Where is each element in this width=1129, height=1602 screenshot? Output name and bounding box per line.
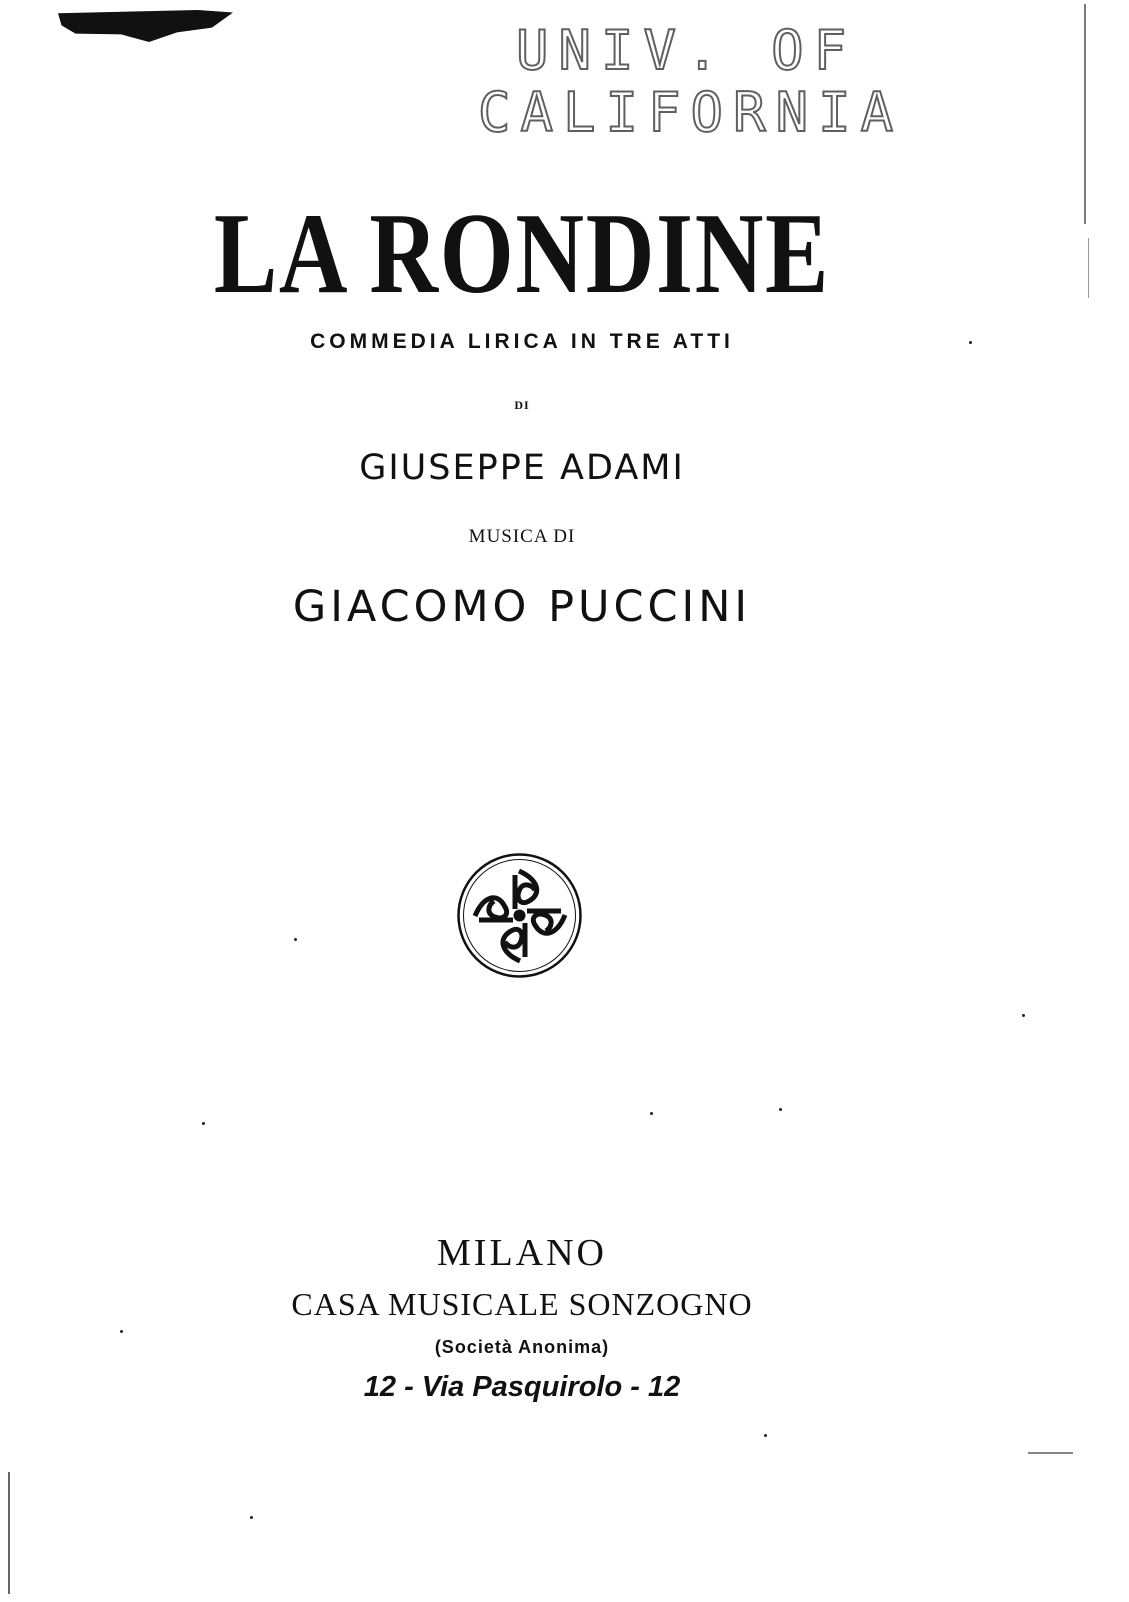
page-speck: [969, 341, 972, 344]
page-speck: [250, 1516, 253, 1519]
composer-name: GIACOMO PUCCINI: [292, 582, 752, 632]
page-speck: [764, 1434, 767, 1437]
page-speck: [294, 938, 297, 941]
page-speck: [1022, 1014, 1025, 1017]
stamp-line-2: CALIFORNIA: [478, 81, 904, 144]
composer-prefix: MUSICA DI: [468, 526, 576, 547]
publisher-monogram-icon: [455, 851, 584, 980]
bottom-right-mark: [1028, 1452, 1073, 1454]
library-stamp: [478, 19, 904, 144]
page-speck: [779, 1108, 782, 1111]
imprint-city: MILANO: [437, 1232, 607, 1274]
right-edge-mark: [1088, 238, 1089, 298]
subtitle: COMMEDIA LIRICA IN TRE ATTI: [310, 330, 734, 353]
librettist-prefix: DI: [514, 398, 530, 412]
stamp-line-1: UNIV. OF: [516, 19, 857, 82]
librettist-name: GIUSEPPE ADAMI: [359, 448, 685, 488]
right-edge-mark: [1084, 4, 1086, 224]
imprint-publisher: CASA MUSICALE SONZOGNO: [291, 1286, 753, 1322]
page-speck: [120, 1330, 123, 1333]
page-speck: [650, 1112, 653, 1115]
imprint-address: 12 - Via Pasquirolo - 12: [363, 1371, 681, 1403]
page-title: LA RONDINE: [213, 190, 831, 318]
ink-blot: [58, 10, 233, 42]
imprint-company-type: (Società Anonima): [434, 1337, 610, 1357]
left-edge-mark: [8, 1472, 10, 1594]
page-speck: [202, 1122, 205, 1125]
